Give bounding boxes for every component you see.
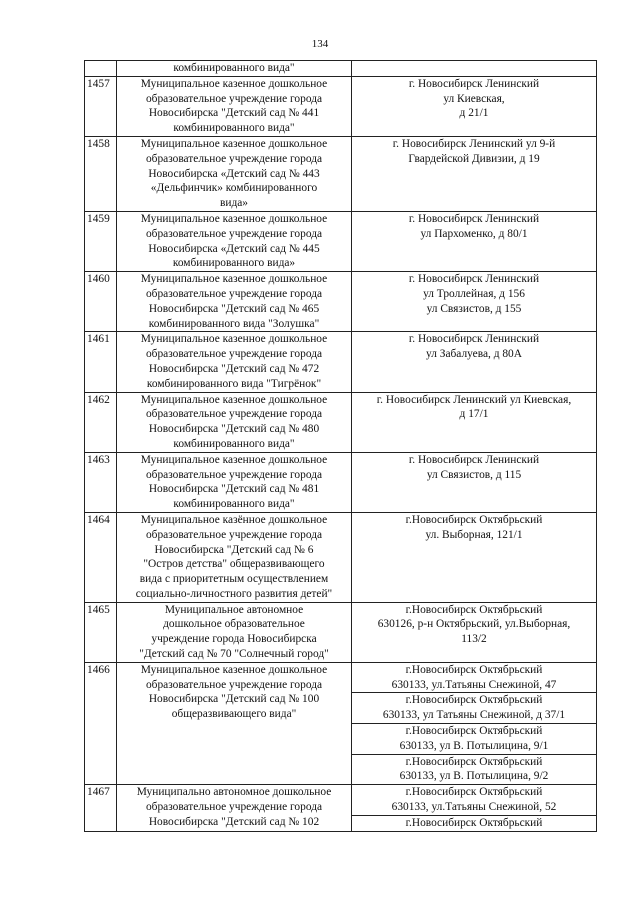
row-number: 1467 [85, 785, 117, 831]
cell-text-line: образовательное учреждение города [145, 528, 323, 541]
cell-text-line: образовательное учреждение города [145, 801, 323, 814]
cell-text-line: 630133, ул.Татьяны Снежиной, 47 [391, 678, 557, 691]
cell-text-line: Новосибирска "Детский сад № 441 [148, 107, 320, 120]
cell-text-line: 630133, ул В. Потылицина, 9/2 [399, 770, 549, 783]
cell-text-line: ул. Выборная, 121/1 [425, 528, 523, 541]
row-number: 1458 [85, 136, 117, 211]
cell-text-line: комбинированного вида "Золушка" [148, 317, 320, 330]
institution-name [117, 211, 352, 271]
table-row [85, 272, 597, 332]
cell-text-line: образовательное учреждение города [145, 348, 323, 361]
cell-text-line: Муниципально автономное дошкольное [136, 786, 332, 799]
institution-address [352, 693, 597, 724]
cell-text-line: Муниципальное казенное дошкольное [140, 663, 328, 676]
cell-text-line: комбинированного вида "Тигрёнок" [146, 377, 322, 390]
institution-name [117, 332, 352, 392]
cell-text-line: «Дельфинчик» комбинированного [150, 182, 318, 195]
cell-text-line: ул Связистов, д 155 [426, 302, 522, 315]
cell-text-line: 113/2 [461, 633, 487, 646]
institution-address [352, 815, 597, 831]
institution-address [352, 211, 597, 271]
table-row [85, 332, 597, 392]
cell-text-line: Новосибирска "Детский сад № 100 [148, 693, 320, 706]
cell-text-line: г.Новосибирск Октябрьский [405, 694, 543, 707]
cell-text-line: г. Новосибирск Ленинский ул Киевская, [376, 393, 572, 406]
cell-text-line: ул Забалуева, д 80А [426, 348, 522, 361]
cell-text-line: ул Пархоменко, д 80/1 [420, 227, 528, 240]
cell-text-line: Новосибирска «Детский сад № 445 [148, 242, 320, 255]
institution-name [117, 785, 352, 831]
cell-text-line: комбинированного вида" [173, 437, 295, 450]
cell-text-line: Новосибирска "Детский сад № 481 [148, 483, 320, 496]
cell-text-line: 630126, р-н Октябрьский, ул.Выборная, [377, 618, 571, 631]
cell-text-line: Новосибирска "Детский сад № 480 [148, 423, 320, 436]
cell-text-line: "Детский сад № 70 "Солнечный город" [139, 648, 329, 661]
institution-name [117, 272, 352, 332]
cell-text-line: 630133, ул.Татьяны Снежиной, 52 [391, 801, 557, 814]
table-row [85, 602, 597, 662]
row-number: 1460 [85, 272, 117, 332]
cell-text-line: вида с приоритетным осуществлением [139, 573, 329, 586]
institution-address [352, 662, 597, 693]
cell-text-line: комбинированного вида" [173, 498, 295, 511]
institution-address [352, 602, 597, 662]
institution-address [352, 785, 597, 816]
cell-text-line: образовательное учреждение города [145, 92, 323, 105]
row-number: 1464 [85, 512, 117, 602]
row-number: 1462 [85, 392, 117, 452]
table-row [85, 211, 597, 271]
cell-text-line: образовательное учреждение города [145, 468, 323, 481]
cell-text-line: Муниципальное казенное дошкольное [140, 212, 328, 225]
cell-text-line: Муниципальное казенное дошкольное [140, 453, 328, 466]
cell-text-line: Новосибирска "Детский сад № 102 [148, 815, 320, 828]
cell-text-line: ул Троллейная, д 156 [423, 287, 525, 300]
table-row [85, 785, 597, 816]
cell-text-line: "Остров детства" общеразвивающего [143, 558, 325, 571]
cell-text-line: комбинированного вида» [172, 257, 296, 270]
institution-address [352, 76, 597, 136]
institution-name [117, 76, 352, 136]
cell-text-line: Новосибирска "Детский сад № 6 [154, 543, 314, 556]
cell-text-line: г.Новосибирск Октябрьский [405, 663, 543, 676]
cell-text-line: дошкольное образовательное [163, 618, 305, 631]
cell-text-line: ул Связистов, д 115 [426, 468, 522, 481]
cell-text-line: Новосибирска "Детский сад № 472 [148, 362, 320, 375]
institution-name [117, 602, 352, 662]
cell-text-line: г.Новосибирск Октябрьский [405, 603, 543, 616]
cell-text-line: д 17/1 [459, 408, 489, 421]
cell-text-line: образовательное учреждение города [145, 152, 323, 165]
cell-text-line: г.Новосибирск Октябрьский [405, 786, 543, 799]
cell-text-line: учреждение города Новосибирска [151, 633, 317, 646]
cell-text-line: Гвардейской Дивизии, д 19 [408, 152, 540, 165]
institution-name [117, 662, 352, 784]
cell-text-line: образовательное учреждение города [145, 678, 323, 691]
cell-text-line: г. Новосибирск Ленинский [408, 333, 540, 346]
row-number: 1466 [85, 662, 117, 784]
table-row [85, 512, 597, 602]
table-row [85, 136, 597, 211]
table-row [85, 662, 597, 693]
cell-text-line: образовательное учреждение города [145, 227, 323, 240]
cell-text-line: общеразвивающего вида" [171, 708, 297, 721]
cell-text-line: г.Новосибирск Октябрьский [405, 513, 543, 526]
institution-address [352, 272, 597, 332]
cell-text-line: Муниципальное казенное дошкольное [140, 333, 328, 346]
institution-address [352, 392, 597, 452]
cell-text-line: г.Новосибирск Октябрьский [405, 755, 543, 768]
institution-name [117, 136, 352, 211]
cell-text-line: г.Новосибирск Октябрьский [405, 725, 543, 738]
cell-text-line: Муниципальное казенное дошкольное [140, 393, 328, 406]
institution-address [352, 512, 597, 602]
institution-name [117, 512, 352, 602]
cell-text-line: г. Новосибирск Ленинский ул 9-й [392, 137, 556, 150]
institutions-table-body [85, 61, 597, 832]
institution-name [117, 61, 352, 77]
row-number [85, 61, 117, 77]
institution-address [352, 754, 597, 785]
table-row [85, 392, 597, 452]
cell-text-line: вида» [219, 197, 249, 210]
institution-address [352, 332, 597, 392]
table-row [85, 61, 597, 77]
cell-text-line: 630133, ул В. Потылицина, 9/1 [399, 739, 549, 752]
cell-text-line: Муниципальное казенное дошкольное [140, 77, 328, 90]
cell-text-line: образовательное учреждение города [145, 287, 323, 300]
row-number: 1461 [85, 332, 117, 392]
institution-address [352, 724, 597, 755]
cell-text-line: Новосибирска "Детский сад № 465 [148, 302, 320, 315]
cell-text-line: Новосибирска «Детский сад № 443 [148, 167, 320, 180]
institution-name [117, 452, 352, 512]
cell-text-line: г. Новосибирск Ленинский [408, 453, 540, 466]
cell-text-line: г. Новосибирск Ленинский [408, 212, 540, 225]
institution-address [352, 136, 597, 211]
cell-text-line: Муниципальное автономное [164, 603, 304, 616]
institution-address [352, 452, 597, 512]
cell-text-line: г. Новосибирск Ленинский [408, 77, 540, 90]
cell-text-line: Муниципальное казенное дошкольное [140, 273, 328, 286]
cell-text-line: комбинированного вида" [173, 122, 295, 135]
row-number: 1463 [85, 452, 117, 512]
cell-text-line: г.Новосибирск Октябрьский [405, 816, 543, 829]
row-number: 1465 [85, 602, 117, 662]
table-row [85, 76, 597, 136]
row-number: 1457 [85, 76, 117, 136]
cell-text-line: г. Новосибирск Ленинский [408, 273, 540, 286]
institutions-table [84, 60, 597, 832]
page-number: 134 [311, 38, 329, 50]
cell-text-line: образовательное учреждение города [145, 408, 323, 421]
cell-text-line: д 21/1 [459, 107, 489, 120]
row-number: 1459 [85, 211, 117, 271]
cell-text-line: ул Киевская, [443, 92, 505, 105]
cell-text-line: Муниципальное казённое дошкольное [140, 513, 328, 526]
cell-text-line: социально-личностного развития детей" [135, 587, 333, 600]
institution-address [352, 61, 597, 77]
table-row [85, 452, 597, 512]
institution-name [117, 392, 352, 452]
cell-text-line: комбинированного вида" [173, 62, 295, 74]
cell-text-line: 630133, ул Татьяны Снежиной, д 37/1 [382, 709, 566, 722]
cell-text-line: Муниципальное казенное дошкольное [140, 137, 328, 150]
